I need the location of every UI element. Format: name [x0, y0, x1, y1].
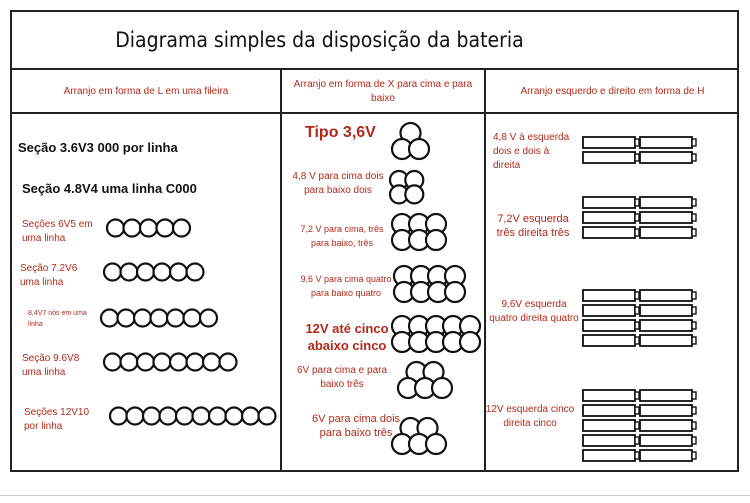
x-battery-cell-bottom: [409, 139, 429, 159]
h-battery-cell-right-terminal: [692, 154, 696, 161]
h-battery-cell-right: [640, 197, 692, 208]
l-label-4-8v: Seção 4.8V4 uma linha C000: [22, 181, 197, 196]
h-battery-cell-left-terminal: [635, 407, 639, 414]
h-label-4-8v: 4,8 V à esquerda dois e dois à direita: [493, 132, 570, 171]
l-battery-cell: [157, 220, 174, 237]
l-label-12v: Seções 12V10 por linha: [24, 407, 90, 432]
h-battery-cell-left-terminal: [635, 199, 639, 206]
l-battery-cell: [160, 408, 177, 425]
h-battery-cell-left: [583, 305, 635, 316]
x-label-3-6v: Tipo 3,6V: [305, 124, 376, 141]
h-battery-cell-right-terminal: [692, 422, 696, 429]
h-battery-cell-right-terminal: [692, 199, 696, 206]
l-battery-cell: [134, 310, 151, 327]
h-battery-cell-right: [640, 152, 692, 163]
h-battery-cell-right: [640, 227, 692, 238]
x-battery-cell-bottom: [426, 434, 446, 454]
h-battery-cell-right: [640, 320, 692, 331]
h-battery-cell-right: [640, 435, 692, 446]
l-battery-cell: [137, 354, 154, 371]
x-battery-cell-bottom: [460, 332, 480, 352]
h-battery-cell-left: [583, 435, 635, 446]
l-battery-cell: [104, 354, 121, 371]
l-battery-cell: [154, 264, 171, 281]
l-battery-cell: [242, 408, 259, 425]
x-battery-cell-bottom: [445, 282, 465, 302]
x-label-4-8v: 4,8 V para cima dois para baixo dois: [292, 171, 384, 196]
h-battery-cell-right: [640, 137, 692, 148]
x-label-12v: 12V até cinco abaixo cinco: [305, 321, 389, 353]
h-battery-cell-left-terminal: [635, 337, 639, 344]
h-battery-cell-right: [640, 420, 692, 431]
column-header-h-shape: Arranjo esquerdo e direito em forma de H: [486, 72, 739, 114]
h-battery-cell-left-terminal: [635, 229, 639, 236]
l-battery-cell: [167, 310, 184, 327]
l-battery-cell: [209, 408, 226, 425]
h-battery-cell-right-terminal: [692, 292, 696, 299]
l-battery-cell: [137, 264, 154, 281]
h-battery-cell-right: [640, 335, 692, 346]
l-battery-cell: [259, 408, 276, 425]
h-battery-cell-right-terminal: [692, 407, 696, 414]
h-battery-cell-right: [640, 212, 692, 223]
l-battery-cell: [101, 310, 118, 327]
h-battery-cell-right-terminal: [692, 437, 696, 444]
h-battery-cell-left-terminal: [635, 422, 639, 429]
l-battery-cell: [170, 264, 187, 281]
l-battery-cell: [140, 220, 157, 237]
h-battery-cell-left-terminal: [635, 307, 639, 314]
l-battery-cell: [176, 408, 193, 425]
h-battery-cell-left-terminal: [635, 214, 639, 221]
h-battery-cell-left-terminal: [635, 452, 639, 459]
column-header-l-shape: Arranjo em forma de L em uma fileira: [12, 72, 280, 114]
h-battery-cell-right-terminal: [692, 229, 696, 236]
l-battery-cell: [104, 264, 121, 281]
h-battery-cell-left-terminal: [635, 322, 639, 329]
h-battery-cell-right: [640, 390, 692, 401]
x-label-6v-a: 6V para cima e para baixo três: [296, 365, 388, 390]
x-battery-cell-bottom: [432, 378, 452, 398]
h-battery-cell-left-terminal: [635, 154, 639, 161]
h-battery-cell-left-terminal: [635, 437, 639, 444]
l-battery-cell: [127, 408, 144, 425]
h-battery-cell-left: [583, 290, 635, 301]
l-battery-cell: [220, 354, 237, 371]
l-battery-cell: [200, 310, 217, 327]
h-battery-cell-left-terminal: [635, 139, 639, 146]
x-label-9-6v: 9,6 V para cima quatro para baixo quatro: [300, 274, 392, 298]
l-battery-cell: [193, 408, 210, 425]
h-battery-cell-left: [583, 212, 635, 223]
h-battery-cell-right-terminal: [692, 392, 696, 399]
h-battery-cell-left-terminal: [635, 392, 639, 399]
l-battery-cell: [184, 310, 201, 327]
l-battery-cell: [118, 310, 135, 327]
x-battery-cell-bottom: [426, 230, 446, 250]
x-battery-cell-bottom: [405, 185, 423, 203]
l-battery-cell: [121, 264, 138, 281]
l-battery-cell: [124, 220, 141, 237]
l-battery-cell: [154, 354, 171, 371]
x-label-7-2v: 7,2 V para cima, três para baixo, três: [300, 224, 384, 248]
h-label-9-6v: 9,6V esquerda quatro direita quatro: [489, 299, 579, 324]
l-battery-cell: [110, 408, 127, 425]
l-battery-cell: [121, 354, 138, 371]
h-battery-cell-left: [583, 137, 635, 148]
h-label-12v: 12V esquerda cinco direita cinco: [485, 404, 575, 429]
l-battery-cell: [170, 354, 187, 371]
h-battery-cell-right: [640, 405, 692, 416]
h-battery-cell-left: [583, 450, 635, 461]
h-battery-cell-right: [640, 305, 692, 316]
h-label-7-2v: 7,2V esquerda três direita três: [496, 213, 570, 239]
l-battery-cell: [143, 408, 160, 425]
diagram-title: Diagrama simples da disposição da bateria: [12, 12, 737, 70]
h-battery-cell-left: [583, 152, 635, 163]
h-battery-cell-right-terminal: [692, 307, 696, 314]
h-battery-cell-left: [583, 197, 635, 208]
l-battery-cell: [187, 354, 204, 371]
l-label-8-4v: 8,4V7 nós em uma linha: [28, 310, 87, 328]
l-battery-cell: [151, 310, 168, 327]
l-label-7-2v: Seção 7.2V6 uma linha: [20, 263, 78, 288]
h-battery-cell-right-terminal: [692, 452, 696, 459]
l-label-9-6v: Seção 9.6V8 uma linha: [22, 353, 80, 378]
l-battery-cell: [226, 408, 243, 425]
h-battery-cell-right-terminal: [692, 322, 696, 329]
l-label-3-6v: Seção 3.6V3 000 por linha: [18, 140, 178, 155]
l-label-6v: Seções 6V5 em uma linha: [22, 219, 93, 244]
h-battery-cell-right-terminal: [692, 139, 696, 146]
h-battery-cell-right-terminal: [692, 214, 696, 221]
column-header-x-shape: Arranjo em forma de X para cima e para baixo: [282, 72, 484, 114]
l-battery-cell: [203, 354, 220, 371]
h-battery-cell-left: [583, 420, 635, 431]
page-bottom-rule: [0, 495, 750, 496]
h-battery-cell-left: [583, 227, 635, 238]
h-battery-cell-right-terminal: [692, 337, 696, 344]
l-battery-cell: [173, 220, 190, 237]
h-battery-cell-right: [640, 450, 692, 461]
h-battery-cell-left: [583, 405, 635, 416]
l-battery-cell: [107, 220, 124, 237]
h-battery-cell-left: [583, 390, 635, 401]
x-label-6v-b: 6V para cima dois para baixo três: [311, 413, 401, 439]
h-battery-cell-left-terminal: [635, 292, 639, 299]
h-battery-cell-right: [640, 290, 692, 301]
h-battery-cell-left: [583, 335, 635, 346]
h-battery-cell-left: [583, 320, 635, 331]
l-battery-cell: [187, 264, 204, 281]
